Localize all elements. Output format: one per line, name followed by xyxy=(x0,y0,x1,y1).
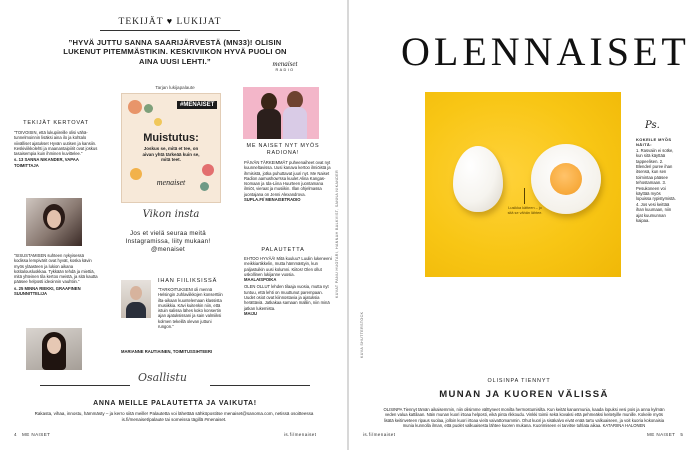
footer-url: is.fi/menaiset xyxy=(284,432,317,437)
card-subtitle: Joskus se, mitä et tee, on aivan yhtä tärkeää kuin se, mitä teet. xyxy=(142,146,200,163)
radio-para: PÄIVÄN TÄRKEIMMÄT puheenaiheet ovat nyt kuunneltavissa. Uusi kanava kertoo ilmiöistä ja ihmisistä, jotka puhuttavat juuri nyt. Me Naiset Radion aamushow’ssa kuulet Alina Kangas-Isomaan ja Ida-Liina Huurteen juontamana ilmiöt, vieraat ja musiikin. Illan ohjelmassa juontajana on Jenni Alexandrova. xyxy=(244,160,331,197)
egg-yolk xyxy=(550,163,582,195)
instagram-text: Jos et vielä seuraa meitä Instagramissa, liity mukaan! @menaiset xyxy=(125,230,211,253)
radio-column xyxy=(232,143,334,202)
radio-hosts-photo xyxy=(243,87,319,139)
footer-brand-right: ME NAISET xyxy=(647,432,676,437)
page-number-right: 5 xyxy=(680,432,684,437)
masthead xyxy=(95,16,245,27)
palautetta-para1: EHTOO HYVÄÄ! Mitä kuuluu? Luulin lukeneeni meikkiartikkelin, mutta hämmästyin, kun paljastuikin uusi kolumni. Kiitos! Olen ollut uskollinen lukijanne vuosia. xyxy=(244,256,332,277)
heart-icon: ♥ xyxy=(166,16,174,26)
flower-decoration xyxy=(154,118,162,126)
host-body xyxy=(257,109,281,139)
left-page xyxy=(0,0,347,450)
card-hashtag: #MENAISET xyxy=(177,101,217,109)
masthead-left: TEKIJÄT xyxy=(118,17,164,27)
instagram-card xyxy=(121,93,221,203)
palautetta-credit1: MAALAISPOIKA xyxy=(244,277,277,283)
article-headline: MUNAN JA KUOREN VÄLISSÄ xyxy=(439,389,609,400)
ihan-credit: MARIANNE RAUTIAINEN, TOIMITUSSIHTEERI xyxy=(121,349,213,354)
ihan-column xyxy=(158,278,228,284)
osallistu-rule-right xyxy=(210,385,310,386)
tekijat-para1: ”TOIVOISIN, että lukupiireille olisi vähä-tunnelmoinnin lisäksi aina ilo ja kohtalo viivälliset ajatukset Hyvän uutisen ja kansiin. Keskiviikkolehti ja maanantaipiirit ovat joskus tasaisempia kuin ihminen kuvittelee.” xyxy=(14,130,98,157)
palautetta-credit2: MAIJU xyxy=(244,310,258,316)
palautetta-para2: OLEN OLLUT lehden tilaaja vuosia, mutta nyt tuntuu, että lehti on muuttunut parempaan. Uudet osiot ovat kiinnostavia ja ajatuksia herättäviä. Jatkakaa samaan malliin, niin minä jatkan lukemista. xyxy=(244,284,330,311)
flower-decoration xyxy=(128,100,142,114)
photo-credits-vertical: KUVAT PANU HUOTARI, HANNAH BALKVIST, SANNA NIKANDER xyxy=(335,169,339,298)
card-title: Muistutus: xyxy=(143,132,199,144)
egg-caption: Lusikka kätteen – jo sitä se vähän lähtee. xyxy=(507,206,543,215)
whole-egg xyxy=(453,146,503,212)
caption-pointer xyxy=(524,188,525,204)
article-kicker: OLISINPA TIENNYT xyxy=(487,378,551,384)
section-title: OLENNAISET xyxy=(401,29,690,74)
article-body: OLISINPA Tiennyt tämän aikaisemmin, niin olisimme välttyneet monilta hermostumisilta. Kun keität kananmunia, kaada lopuksi vesi pois ja anna kylmän veden valua kattilaan. Näin munan kuori irtoaa helposti, eikä pinta rikkoudu. Vinkki toimii sekä kovaksi että pehmeäksi keitetyille munille. Kokeile myös lisätä keitinveteen ripaus suolaa, jolloin kuori irtoaa vielä vaivattomammin. Ohut kuori ja sisäkalvo eivät enää tartu valkuaiseen, ja voit kuoria kokonaisia munia kunnolla ilman, että puolet valkuaisesta lähtee kuoren mukana. Kuorimiseen ei tarvitse tuhlata aikaa. KATARIINA HALONEN xyxy=(383,407,665,429)
radio-brand: menaiset xyxy=(272,60,298,68)
ihan-para: ”TARKOITUKSENI oli mennä Helsingin Juhlaviikkojen konserttiin ilta-aikaan kuuntelemaan klassista musiikkia. Kävi kuitenkin niin, että istuin salissa lähes koko konsertin ajan ajatuksissani ja sain valmiiksi kolmen tekeillä olevan juttuni rungon.” xyxy=(158,287,223,330)
tekijat-second xyxy=(14,253,98,296)
footer-url-right: is.fi/menaiset xyxy=(363,432,396,437)
footer-page-number xyxy=(14,432,50,437)
ps-subhead: KOKEILE MYÖS NÄITÄ: xyxy=(636,137,672,148)
palautetta-column xyxy=(232,247,334,316)
radio-credit: SUPLA.FI/ MENAISETRADIO xyxy=(244,197,301,203)
tekijat-credit1: s. 13 SANNA NIKANDER, VAPAA TOIMITTAJA xyxy=(14,157,79,168)
photo-credit-vertical: KUVA SHUTTERSTOCK xyxy=(360,311,364,358)
leaf-decoration xyxy=(144,104,153,113)
photo-minna-riekki xyxy=(26,328,82,370)
radio-logo xyxy=(255,60,315,72)
masthead-right: LUKIJAT xyxy=(176,17,222,27)
photo-marianne xyxy=(121,280,151,318)
radio-title: ME NAISET NYT MYÖS RADIONA! xyxy=(246,143,320,156)
reader-quote: ”HYVÄ JUTTU SANNA SAARIJÄRVESTÄ (MN33)! OLISIN LUKENUT PITEMMÄSTIKIN. KESKIVIIKON HYVÄ PUOLI ON AINA UUSI LEHTI.” xyxy=(63,38,287,66)
feedback-text: Rakasta, vihaa, innostu, hämmästy – ja kerro siitä meille! Palautetta voi lähettää sähköpostitse menaiset@sanoma.com, netissä osoitteessa is.fi/menaiset/palaute tai someissa tägillä #menaiset. xyxy=(34,411,314,422)
card-brand: menaiset xyxy=(156,178,186,187)
ps-text xyxy=(636,137,676,224)
palautetta-title: PALAUTETTA xyxy=(261,247,305,253)
instagram-script-title: Vikon insta xyxy=(142,209,200,220)
feedback-title: ANNA MEILLE PALAUTETTA JA VAIKUTA! xyxy=(93,400,257,407)
osallistu-script: Osallistu xyxy=(138,371,187,384)
footer-right xyxy=(647,432,683,437)
quote-credit: Tarjan lukijapalaute xyxy=(155,85,195,90)
halved-egg xyxy=(531,144,601,214)
ps-heading: Ps. xyxy=(645,120,660,131)
osallistu-rule-left xyxy=(40,385,130,386)
host-body xyxy=(283,107,307,139)
egg-photo xyxy=(425,92,621,277)
page-number: 4 xyxy=(14,432,17,437)
masthead-rule xyxy=(100,30,240,31)
footer-brand: ME NAISET xyxy=(22,432,51,437)
radio-label: RADIO xyxy=(275,68,295,72)
tekijat-title: TEKIJÄT KERTOVAT xyxy=(23,120,89,126)
tekijat-column xyxy=(14,120,98,168)
tekijat-para2: ”SISUSTAMISEN suhteen nykyisessä kodissa lempivärit ovat hyvät, koska kävin myös yläasteen ja lukion aikana kotitalousluokkaa. Tykkään tehdä ja miettiä, mitä yhteinen tila kertoo meistä, ja sitä kautta pääsee helposti ideoinnin vauhtiin.” xyxy=(14,253,98,285)
photo-sanna-nikander xyxy=(26,198,82,246)
flower-decoration xyxy=(202,164,214,176)
right-page xyxy=(349,0,696,450)
tekijat-credit2: s. 25 MINNA RIEKKI, GRAAFINEN SUUNNITTELIJA xyxy=(14,285,81,297)
ihan-title: IHAN FIILIKSISSÄ xyxy=(158,278,218,284)
ps-items: 1. Rasvaiin ei sotke, kun sitä käyttää tappeelisen. 2. Blenderi puree ihan itsensä, kun sen toimintaa pääsee tehostamaan. 3. Pesukoneen voi käyttää myös lopuissa rypistymistä. 4. Jos vesi keittää ihan kuumaan, niin ajat kuumunnan kaipaa. xyxy=(636,147,676,224)
